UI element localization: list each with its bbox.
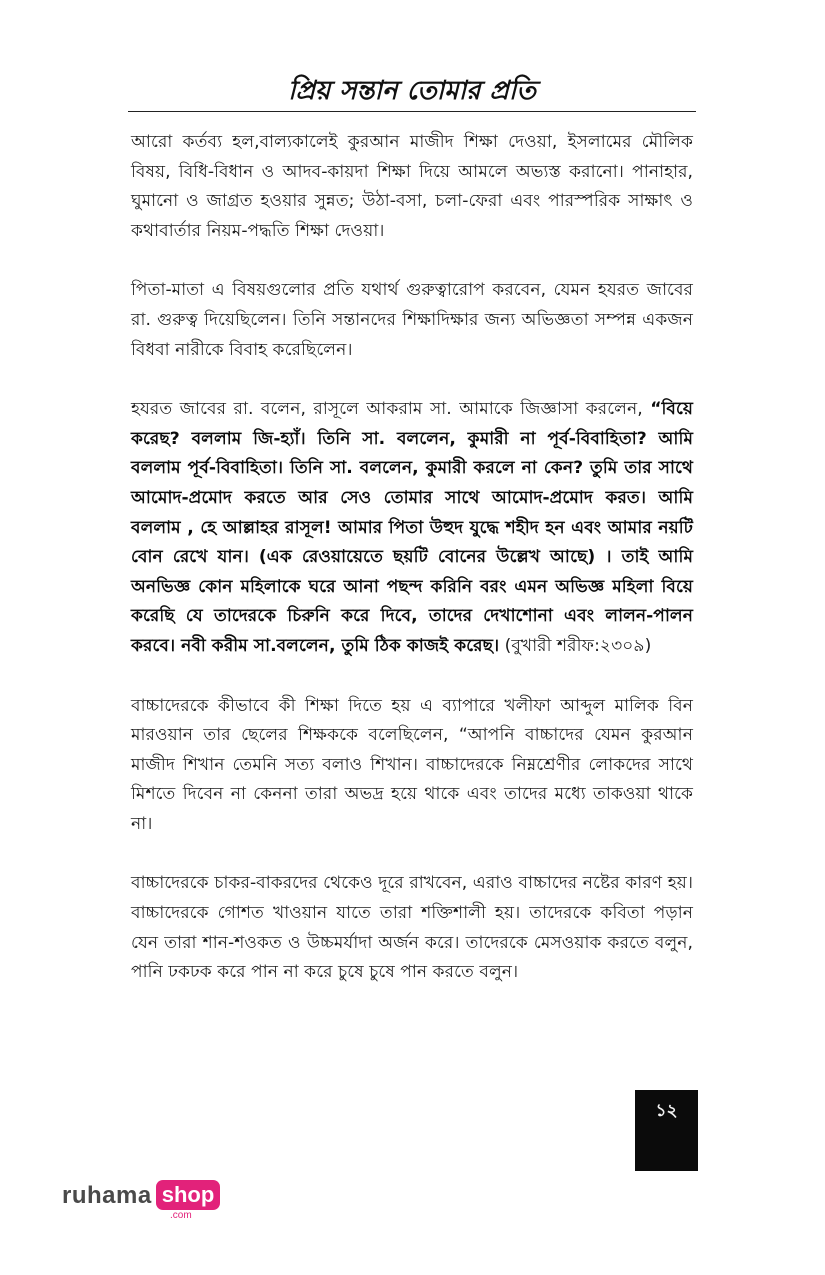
paragraph-2: পিতা-মাতা এ বিষয়গুলোর প্রতি যথার্থ গুরুত্বারোপ করবেন, যেমন হযরত জাবের রা. গুরুত্ব দিয়েছিলেন। তিনি সন্তানদের শিক্ষাদিক্ষার জন্য অভিজ্ঞতা সম্পন্ন একজন বিধবা নারীকে বিবাহ করেছিলেন।: [131, 280, 693, 360]
page-number: ১২: [655, 1101, 678, 1121]
watermark-shop-tag: shop: [156, 1180, 220, 1210]
paragraph-4: বাচ্চাদেরকে কীভাবে কী শিক্ষা দিতে হয় এ ব্যাপারে খলীফা আব্দুল মালিক বিন মারওয়ান তার ছেলের শিক্ষককে বলেছিলেন, “আপনি বাচ্চাদের যেমন কুরআন মাজীদ শিখান তেমনি সত্য বলাও শিখান। বাচ্চাদেরকে নিম্নশ্রেণীর লোকদের সাথে মিশতে দিবেন না কেননা তারা অভদ্র হয়ে থাকে এবং তাদের মধ্যে তাকওয়া থাকে না।: [131, 695, 693, 834]
hadith-intro: হযরত জাবের রা. বলেন, রাসূলে আকরাম সা. আমাকে জিজ্ঞাসা করলেন,: [131, 399, 651, 420]
ruhamashop-watermark-logo: [62, 1180, 232, 1224]
watermark-brand: ruhama: [62, 1182, 152, 1209]
book-title: প্রিয় সন্তান তোমার প্রতি: [288, 76, 536, 106]
watermark-domain: .com: [170, 1210, 192, 1221]
paragraph-5: বাচ্চাদেরকে চাকর-বাকরদের থেকেও দূরে রাখবেন, এরাও বাচ্চাদের নষ্টের কারণ হয়। বাচ্চাদেরকে গোশত খাওয়ান যাতে তারা শক্তিশালী হয়। তাদেরকে কবিতা পড়ান যেন তারা শান-শওকত ও উচ্চমর্যাদা অর্জন করে। তাদেরকে মেসওয়াক করতে বলুন, পানি ঢকঢক করে পান না করে চুষে চুষে পান করতে বলুন।: [131, 873, 693, 983]
header-divider: [128, 111, 696, 112]
page-header: [128, 66, 696, 112]
hadith-quote: “বিয়ে করেছ? বললাম জি-হ্যাঁ। তিনি সা. বললেন, কুমারী না পূর্ব-বিবাহিতা? আমি বললাম পূর্ব-বিবাহিতা। তিনি সা. বললেন, কুমারী করলে না কেন? তুমি তার সাথে আমোদ-প্রমোদ করতে আর সেও তোমার সাথে আমোদ-প্রমোদ করত। আমি বললাম , হে আল্লাহর রাসূল! আমার পিতা উহুদ যুদ্ধে শহীদ হন এবং আমার নয়টি বোন রেখে যান। (এক রেওয়ায়েতে ছয়টি বোনের উল্লেখ আছে) । তাই আমি অনভিজ্ঞ কোন মহিলাকে ঘরে আনা পছন্দ করিনি বরং এমন অভিজ্ঞ মহিলা বিয়ে করেছি যে তাদেরকে চিরুনি করে দিবে, তাদের দেখাশোনা এবং লালন-পালন করবে। নবী করীম সা.বললেন, তুমি ঠিক কাজই করেছ।: [131, 399, 693, 656]
hadith-reference: (বুখারী শরীফ:২৩০৯): [499, 635, 652, 656]
page-number-badge: [635, 1090, 698, 1171]
paragraph-1: আরো কর্তব্য হল,বাল্যকালেই কুরআন মাজীদ শিক্ষা দেওয়া, ইসলামের মৌলিক বিষয়, বিধি-বিধান ও আদব-কায়দা শিক্ষা দিয়ে আমলে অভ্যস্ত করানো। পানাহার, ঘুমানো ও জাগ্রত হওয়ার সুন্নত; উঠা-বসা, চলা-ফেরা এবং পারস্পরিক সাক্ষাৎ ও কথাবার্তার নিয়ম-পদ্ধতি শিক্ষা দেওয়া।: [131, 132, 693, 241]
page-body: [131, 128, 693, 988]
paragraph-3: [131, 395, 693, 661]
